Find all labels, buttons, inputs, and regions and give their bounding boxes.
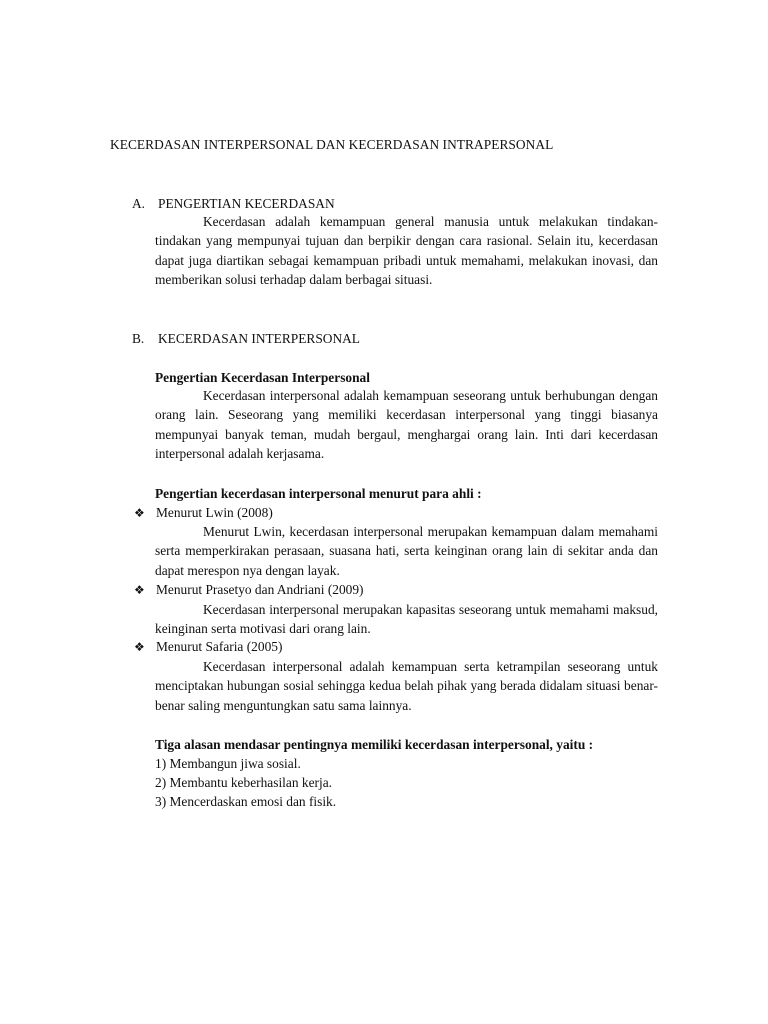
section-b-heading bbox=[132, 331, 360, 347]
section-a-letter: A. bbox=[132, 196, 146, 211]
document-title: KECERDASAN INTERPERSONAL DAN KECERDASAN INTRAPERSONAL bbox=[110, 137, 554, 152]
diamond-bullet-icon: ❖ bbox=[134, 506, 145, 520]
reason-item: 3) Mencerdaskan emosi dan fisik. bbox=[155, 794, 337, 809]
section-a-heading bbox=[132, 196, 335, 212]
reason-item: 2) Membantu keberhasilan kerja. bbox=[155, 775, 332, 790]
expert-description bbox=[155, 522, 658, 580]
section-a-title: PENGERTIAN KECERDASAN bbox=[158, 196, 335, 211]
expert-description-text: Kecerdasan interpersonal merupakan kapasitas seseorang untuk memahami maksud, keinginan serta motivasi dari orang lain. bbox=[155, 602, 658, 637]
expert-bullet bbox=[134, 582, 364, 598]
expert-name: Menurut Lwin (2008) bbox=[156, 505, 273, 520]
expert-bullet bbox=[134, 505, 273, 521]
expert-name: Menurut Safaria (2005) bbox=[156, 639, 283, 654]
expert-name: Menurut Prasetyo dan Andriani (2009) bbox=[156, 582, 364, 597]
diamond-bullet-icon: ❖ bbox=[134, 640, 145, 654]
interpersonal-paragraph bbox=[155, 386, 658, 463]
experts-heading: Pengertian kecerdasan interpersonal menurut para ahli : bbox=[155, 486, 482, 501]
expert-description bbox=[155, 657, 658, 715]
interpersonal-subheading: Pengertian Kecerdasan Interpersonal bbox=[155, 370, 370, 385]
section-a-paragraph-text: Kecerdasan adalah kemampuan general manusia untuk melakukan tindakan-tindakan yang mempunyai tujuan dan berpikir dengan cara rasional. Selain itu, kecerdasan dapat juga diartikan sebagai kemampuan pribadi untuk memahami, melakukan inovasi, dan memberikan solusi terhadap dalam berbagai situasi. bbox=[155, 214, 658, 287]
interpersonal-paragraph-text: Kecerdasan interpersonal adalah kemampuan seseorang untuk berhubungan dengan orang lain. Seseorang yang memiliki kecerdasan interpersonal yang tinggi biasanya mempunyai banyak teman, mudah bergaul, menghargai orang lain. Inti dari kecerdasan interpersonal adalah kerjasama. bbox=[155, 388, 658, 461]
expert-description-text: Menurut Lwin, kecerdasan interpersonal merupakan kemampuan dalam memahami serta memperkirakan perasaan, suasana hati, serta keinginan orang lain di sekitar anda dan dapat merespon nya dengan layak. bbox=[155, 524, 658, 578]
section-b-letter: B. bbox=[132, 331, 145, 346]
expert-description-text: Kecerdasan interpersonal adalah kemampuan serta ketrampilan seseorang untuk menciptakan hubungan sosial sehingga kedua belah pihak yang berada didalam situasi benar-benar saling menguntungkan satu sama lainnya. bbox=[155, 659, 658, 713]
section-a-paragraph bbox=[155, 212, 658, 289]
diamond-bullet-icon: ❖ bbox=[134, 583, 145, 597]
expert-description bbox=[155, 600, 658, 639]
expert-bullet bbox=[134, 639, 282, 655]
reason-item: 1) Membangun jiwa sosial. bbox=[155, 756, 301, 771]
reasons-heading: Tiga alasan mendasar pentingnya memiliki kecerdasan interpersonal, yaitu : bbox=[155, 737, 594, 752]
section-b-title: KECERDASAN INTERPERSONAL bbox=[158, 331, 360, 346]
